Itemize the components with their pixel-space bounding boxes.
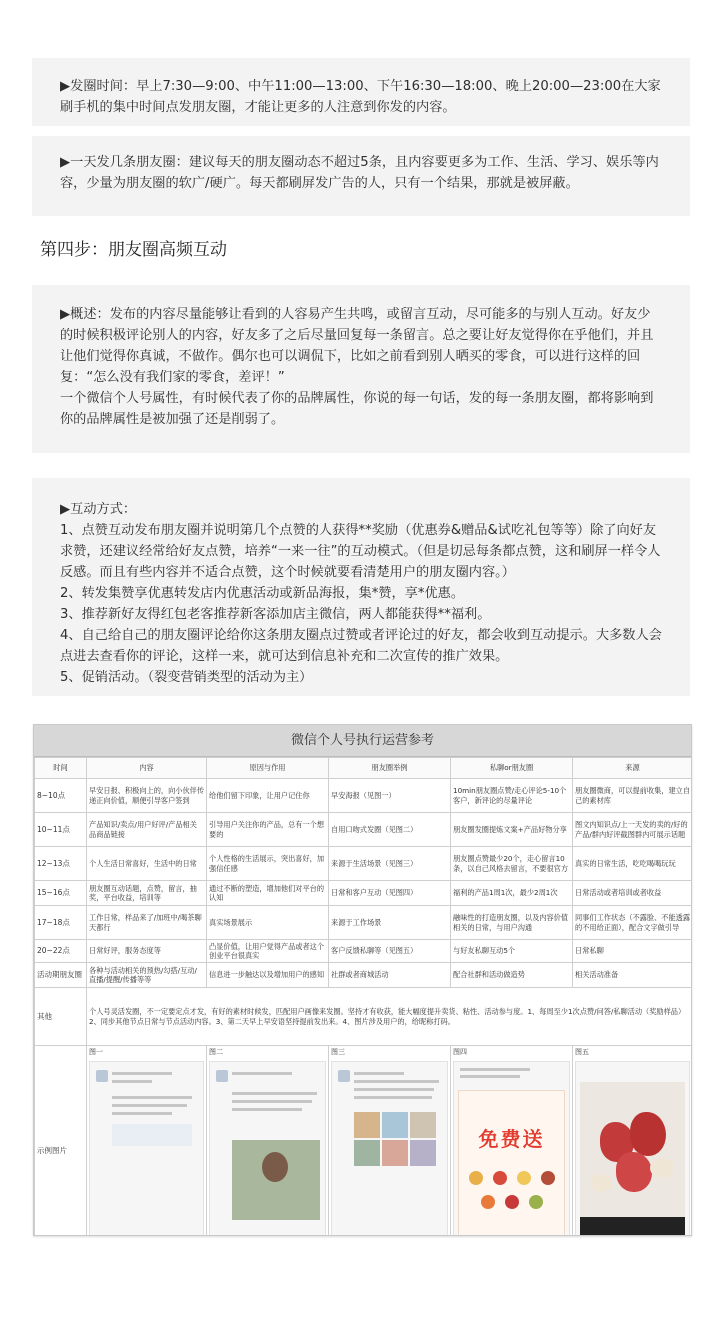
table-cell: 个人生活日常喜好，生活中的日常 [87, 847, 207, 881]
table-cell: 朋友圈发圈提炼文案+产品好物分享 [451, 813, 573, 847]
figure-label: 图一 [89, 1048, 103, 1056]
table-cell: 8~10点 [35, 779, 87, 813]
table-cell: 融味性的打造朋友圈，以及内容价值相关的日常，与用户沟通 [451, 906, 573, 940]
figure-cell [573, 1046, 693, 1237]
table-cell: 活动期朋友圈 [35, 963, 87, 988]
table-cell: 引导用户关注你的产品，总有一个想要的 [207, 813, 329, 847]
figure-cell [87, 1046, 207, 1237]
table-cell: 信息进一步触达以及增加用户的感知 [207, 963, 329, 988]
table-cell: 凸显价值，让用户觉得产品或者这个创业平台很真实 [207, 940, 329, 963]
table-cell: 真实的日常生活，吃吃喝喝玩玩 [573, 847, 693, 881]
table-cell: 日常和客户互动（见图四） [329, 881, 451, 906]
table-cell: 早安日报、积极向上的，向小伙伴传递正向价值，顺便引导客户签到 [87, 779, 207, 813]
table-cell: 朋友圈点赞最少20个，走心留言10条，以自己风格去留言，不要很官方 [451, 847, 573, 881]
post-count-box [32, 136, 690, 216]
interaction-item: 4、自己给自己的朋友圈评论给你这条朋友圈点过赞或者评论过的好友，都会收到互动提示。大多数人会点进去查看你的评论，这样一来，就可达到信息补充和二次宣传的推广效果。 [60, 628, 662, 664]
table-cell: 日常私聊 [573, 940, 693, 963]
figure-1-image [89, 1061, 204, 1237]
overview-text: ▶概述：发布的内容尽量能够让看到的人容易产生共鸣，或留言互动，尽可能多的与别人互动。好友少的时候积极评论别人的内容，好友多了之后尽量回复每一条留言。总之要让好友觉得你在乎他们，并且让他们觉得你真诚，不做作。偶尔也可以调侃下，比如之前看到别人晒买的零食，可以进行这样的回复：“怎么没有我们家的零食，差评！” [60, 307, 654, 385]
interaction-item: 1、点赞互动发布朋友圈并说明第几个点赞的人获得**奖励（优惠券&赠品&试吃礼包等等）除了向好友求赞，还建议经常给好友点赞，培养“一来一往”的互动模式。（但是切忌每条都点赞，这和刷屏一样令人反感。而且有些内容并不适合点赞，这个时候就要看清楚用户的朋友圈内容。） [60, 523, 661, 580]
post-time-text: ▶发圈时间：早上7:30—9:00、中午11:00—13:00、下午16:30—18:00、晚上20:00—23:00在大家刷手机的集中时间点发朋友圈，才能让更多的人注意到你发的内容。 [60, 79, 661, 115]
example-label: 示例图片 [35, 1046, 87, 1237]
table-row [35, 779, 693, 813]
figure-label: 图四 [453, 1048, 467, 1056]
col-header: 私聊or朋友圈 [451, 758, 573, 779]
post-count-text: ▶一天发几条朋友圈：建议每天的朋友圈动态不超过5条，且内容要更多为工作、生活、学习、娱乐等内容，少量为朋友圈的软广/硬广。每天都刷屏发广告的人，只有一个结果，那就是被屏蔽。 [60, 155, 659, 191]
operation-reference-table [33, 724, 692, 1236]
post-time-box [32, 58, 690, 126]
figure-5-image [575, 1061, 690, 1237]
table-cell: 17~18点 [35, 906, 87, 940]
table-title: 微信个人号执行运营参考 [34, 725, 691, 757]
table-cell: 图文内知识点/上一天发的卖的/好的产品/群内好评截图群内可展示话题 [573, 813, 693, 847]
table-cell: 各种与活动相关的预热/勾搭/互动/直播/提醒/传播等等 [87, 963, 207, 988]
table-row [35, 940, 693, 963]
other-label: 其他 [35, 988, 87, 1046]
example-images-row [35, 1046, 693, 1237]
table-row-other [35, 988, 693, 1046]
table-cell: 工作日常，样品来了/加班中/喝茶聊天都行 [87, 906, 207, 940]
table-row [35, 813, 693, 847]
figure-3-image [331, 1061, 448, 1237]
table-cell: 朋友圈互动话题，点赞，留言，抽奖，平台收益，培训等 [87, 881, 207, 906]
table-cell: 配合社群和活动做造势 [451, 963, 573, 988]
figure-label: 图三 [331, 1048, 345, 1056]
table-cell: 相关活动准备 [573, 963, 693, 988]
table-cell: 15~16点 [35, 881, 87, 906]
table-cell: 真实场景展示 [207, 906, 329, 940]
figure-cell [451, 1046, 573, 1237]
table-header-row [35, 758, 693, 779]
col-header: 来源 [573, 758, 693, 779]
interaction-item: 2、转发集赞享优惠转发店内优惠活动或新品海报，集*赞，享*优惠。 [60, 586, 465, 601]
overview-brand-text: 一个微信个人号属性，有时候代表了你的品牌属性，你说的每一句话，发的每一条朋友圈，都将影响到你的品牌属性是被加强了还是削弱了。 [60, 391, 654, 427]
interaction-title: ▶互动方式： [60, 502, 137, 517]
table-cell: 通过不断的塑造，增加他们对平台的认知 [207, 881, 329, 906]
figure-label: 图五 [575, 1048, 589, 1056]
table-cell: 10~11点 [35, 813, 87, 847]
freebie-text: 免费送 [478, 1126, 545, 1151]
col-header: 原因与作用 [207, 758, 329, 779]
table-cell: 朋友圈微商，可以提前收集，建立自己的素材库 [573, 779, 693, 813]
figure-4-image [453, 1061, 570, 1237]
table-cell: 日常活动或者培训或者收益 [573, 881, 693, 906]
interaction-item: 3、推荐新好友得红包老客推荐新客添加店主微信，两人都能获得**福利。 [60, 607, 491, 622]
table-cell: 给他们留下印象，让用户记住你 [207, 779, 329, 813]
table-cell: 来源于生活场景（见图三） [329, 847, 451, 881]
overview-box [32, 285, 690, 453]
figure-label: 图二 [209, 1048, 223, 1056]
table-cell: 20~22点 [35, 940, 87, 963]
table-cell: 自用口吻式发圈（见图二） [329, 813, 451, 847]
table-cell: 10min朋友圈点赞/走心评论5-10个客户，新评论的尽量评论 [451, 779, 573, 813]
table-cell: 社群或者商城活动 [329, 963, 451, 988]
table-cell: 日常好评，服务态度等 [87, 940, 207, 963]
col-header: 时间 [35, 758, 87, 779]
table-cell: 产品知识/卖点/用户好评/产品相关品商品链接 [87, 813, 207, 847]
figure-cell [207, 1046, 329, 1237]
step4-heading: 第四步：朋友圈高频互动 [40, 240, 227, 260]
table-cell: 来源于工作场景 [329, 906, 451, 940]
table-cell: 早安海报（见图一） [329, 779, 451, 813]
other-text: 个人号灵活发圈，不一定要定点才发，有好的素材时候发，匹配用户画像来发圈。坚持才有收获，能大幅度提升卖货、粘性、活动参与度。1、每周至少1次点赞/问答/私聊活动（奖励样品）2、同步其他节点日常与节点活动内容。3、第二天早上早安语坚持提前发出来。4、图片涉及用户的，给昵称打码。 [87, 988, 693, 1046]
table-cell: 与好友私聊互动5个 [451, 940, 573, 963]
table-row [35, 963, 693, 988]
figure-2-image [209, 1061, 326, 1237]
table-row [35, 847, 693, 881]
table-row [35, 881, 693, 906]
col-header: 内容 [87, 758, 207, 779]
table-cell: 个人性格的生活展示，突出喜好，加强信任感 [207, 847, 329, 881]
fruit-photo [580, 1082, 685, 1217]
interaction-item: 5、促销活动。（裂变营销类型的活动为主） [60, 670, 313, 685]
table-cell: 同事们工作状态（不露脸、不能透露的不用给正面），配合文字做引导 [573, 906, 693, 940]
freebie-poster [458, 1090, 565, 1237]
schedule-table [34, 757, 692, 1236]
interaction-box [32, 478, 690, 696]
table-cell: 客户反馈私聊等（见图五） [329, 940, 451, 963]
figure-cell [329, 1046, 451, 1237]
table-row [35, 906, 693, 940]
col-header: 朋友圈举例 [329, 758, 451, 779]
table-cell: 福利的产品1周1次，最少2周1次 [451, 881, 573, 906]
table-cell: 12~13点 [35, 847, 87, 881]
